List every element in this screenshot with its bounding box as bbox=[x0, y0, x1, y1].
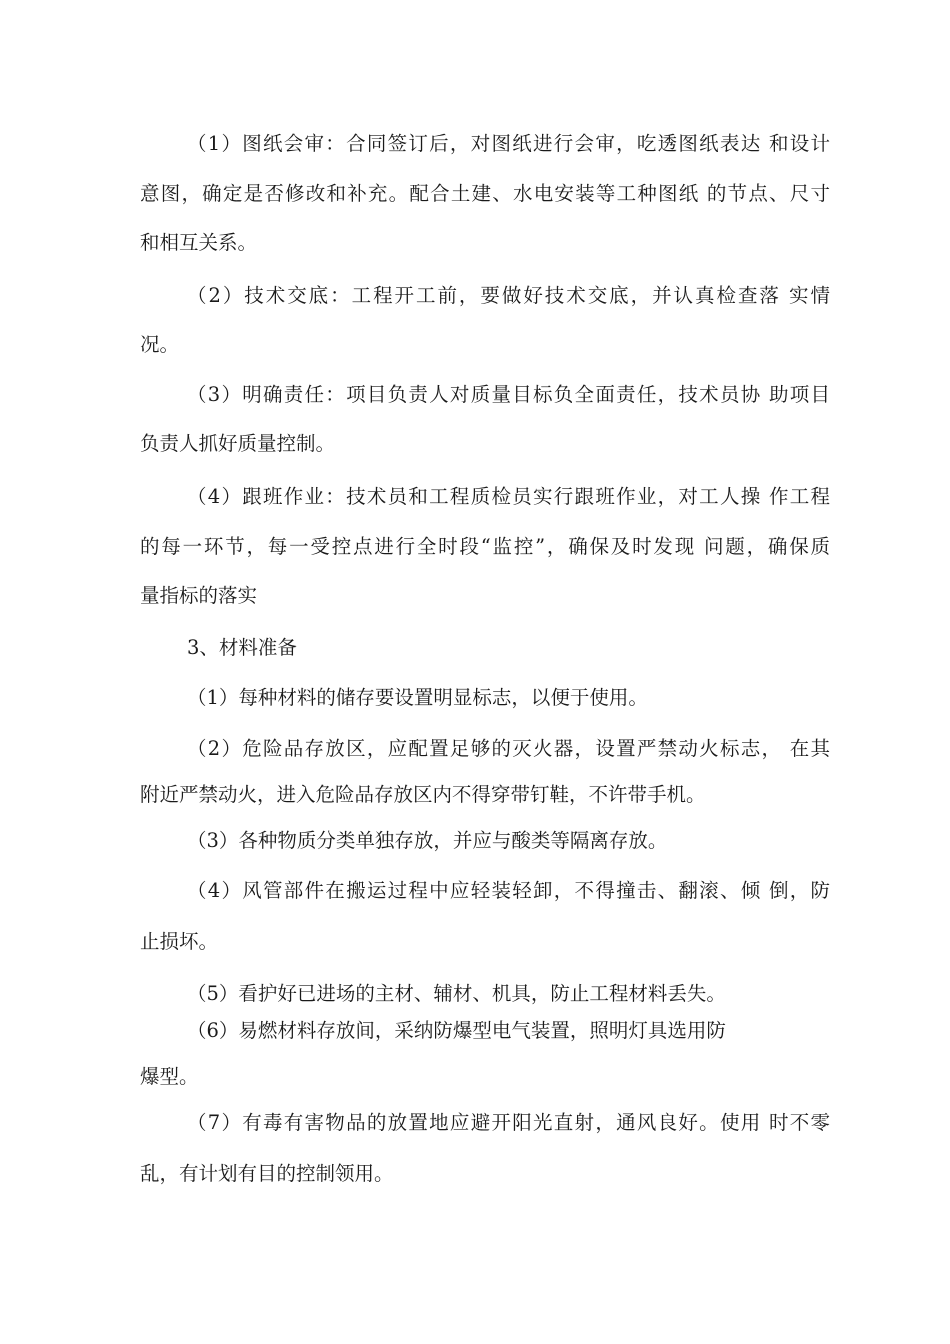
paragraph-shift-work-line-1: （4）跟班作业：技术员和工程质检员实行跟班作业，对工人操 作工程 bbox=[187, 485, 830, 508]
material-item-6-line-1: （6）易燃材料存放间，采纳防爆型电气装置，照明灯具选用防 bbox=[187, 1019, 726, 1042]
paragraph-drawing-review-line-1: （1）图纸会审：合同签订后，对图纸进行会审，吃透图纸表达 和设计 bbox=[187, 132, 830, 155]
paragraph-responsibility-line-2: 负责人抓好质量控制。 bbox=[140, 432, 336, 455]
material-item-6-line-2: 爆型。 bbox=[140, 1065, 199, 1088]
paragraph-shift-work-line-3: 量指标的落实 bbox=[140, 584, 258, 607]
section-heading: 3、材料准备 bbox=[187, 636, 297, 659]
paragraph-responsibility-line-1: （3）明确责任：项目负责人对质量目标负全面责任，技术员协 助项目 bbox=[187, 383, 830, 406]
paragraph-drawing-review-line-3: 和相互关系。 bbox=[140, 231, 258, 254]
material-item-2-line-2: 附近严禁动火，进入危险品存放区内不得穿带钉鞋，不许带手机。 bbox=[140, 783, 706, 806]
material-item-2-line-1: （2）危险品存放区，应配置足够的灭火器，设置严禁动火标志， 在其 bbox=[187, 737, 830, 760]
material-item-3: （3）各种物质分类单独存放，并应与酸类等隔离存放。 bbox=[187, 829, 668, 852]
paragraph-technical-briefing-line-1: （2）技术交底：工程开工前，要做好技术交底，并认真检查落 实情 bbox=[187, 284, 830, 307]
material-item-5: （5）看护好已进场的主材、辅材、机具，防止工程材料丢失。 bbox=[187, 982, 726, 1005]
material-item-4-line-1: （4）风管部件在搬运过程中应轻装轻卸，不得撞击、翻滚、倾 倒，防 bbox=[187, 879, 830, 902]
material-item-1: （1）每种材料的储存要设置明显标志，以便于使用。 bbox=[187, 686, 648, 709]
paragraph-drawing-review-line-2: 意图，确定是否修改和补充。配合土建、水电安装等工种图纸 的节点、尺寸 bbox=[140, 182, 830, 205]
paragraph-shift-work-line-2: 的每一环节，每一受控点进行全时段“监控”，确保及时发现 问题，确保质 bbox=[140, 535, 830, 558]
paragraph-technical-briefing-line-2: 况。 bbox=[140, 333, 180, 356]
material-item-7-line-1: （7）有毒有害物品的放置地应避开阳光直射，通风良好。使用 时不零 bbox=[187, 1111, 830, 1134]
material-item-4-line-2: 止损坏。 bbox=[140, 930, 219, 953]
material-item-7-line-2: 乱，有计划有目的控制领用。 bbox=[140, 1162, 394, 1185]
